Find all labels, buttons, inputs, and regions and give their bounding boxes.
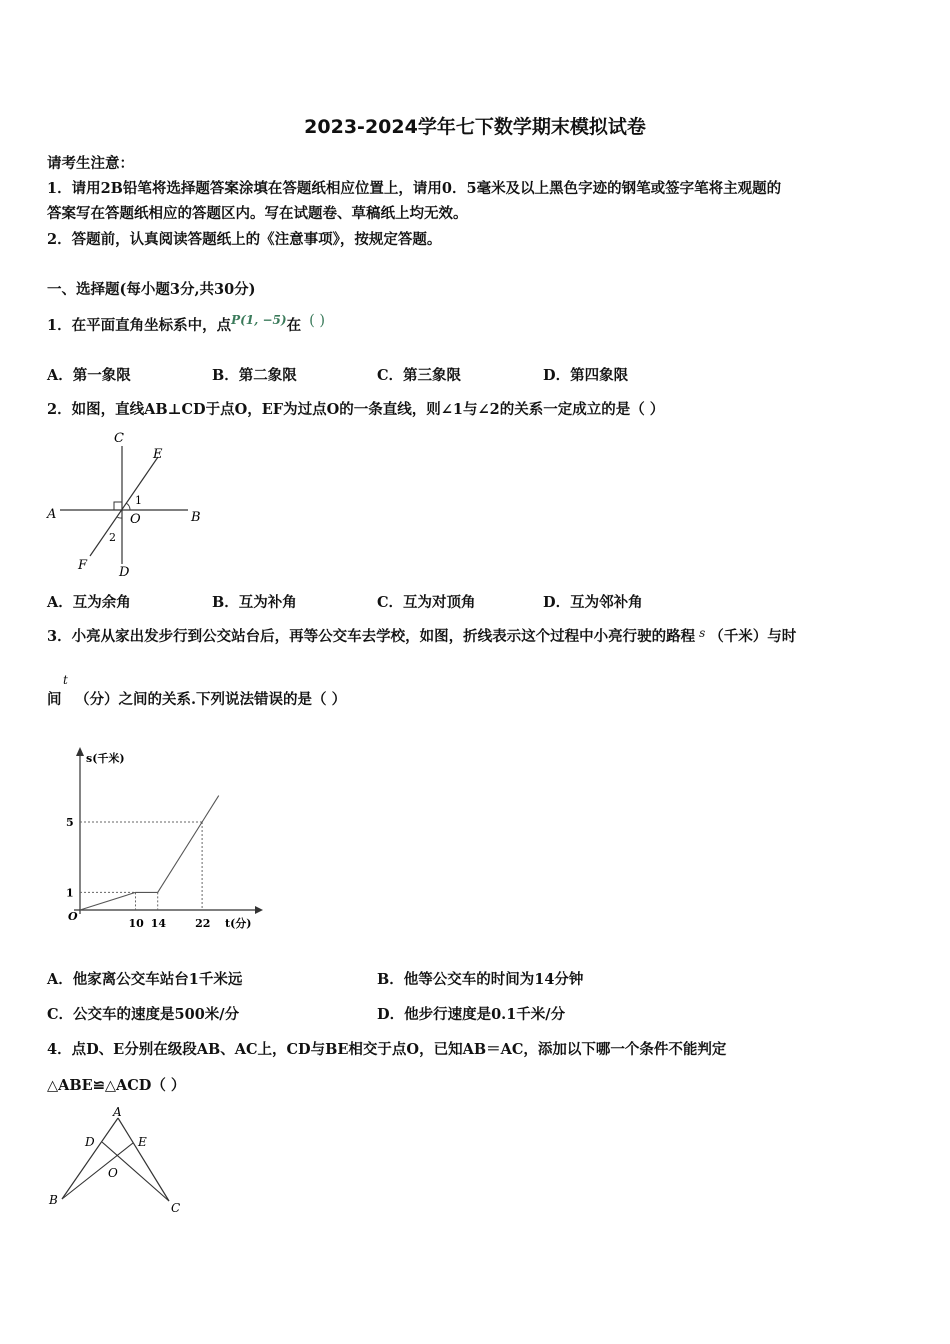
y-tick-label-5: 5 [66,816,74,829]
label-c: C [114,431,124,446]
x-tick-label-14: 14 [150,917,167,930]
label-d: D [119,565,130,580]
q3-var-s: s [699,626,706,640]
label-b: B [49,1193,58,1207]
line-ef [90,457,158,556]
segment-ac [118,1118,169,1201]
q3-option-a[interactable]: A．他家离公交车站台1千米远 [47,971,243,988]
label-o: O [108,1166,118,1180]
q1-option-d[interactable]: D．第四象限 [543,367,629,384]
angle-2-arc [117,517,122,518]
x-axis-arrow [255,906,263,914]
y-tick-label-1: 1 [66,886,74,900]
chart-plot-area [66,747,263,930]
label-b: B [191,510,201,525]
label-e: E [153,447,163,462]
q2-option-a[interactable]: A．互为余角 [47,594,131,611]
right-angle-mark [114,502,122,510]
label-d: D [85,1135,95,1149]
q2-figure [40,424,220,584]
q1-point: P(1, −5) [231,313,287,327]
segment-be [62,1143,133,1199]
label-angle-1: 1 [135,494,142,507]
q3-stem-a: 3．小亮从家出发步行到公交站台后，再等公交车去学校，如图，折线表示这个过程中小亮行驶的路程 [47,628,696,645]
series-segment-4 [202,796,219,822]
q3-option-c[interactable]: C．公交车的速度是500米/分 [47,1006,240,1023]
q1-option-c[interactable]: C．第三象限 [377,367,462,384]
series-segment-1 [80,892,136,910]
x-axis-label: t(分) [225,917,252,930]
notice-line-1a: 1．请用2B铅笔将选择题答案涂填在答题纸相应位置上，请用0．5毫米及以上黑色字迹的钢笔或签字笔将主观题的 [47,180,782,197]
q1-after: 在 [286,317,302,334]
q3-option-b[interactable]: B．他等公交车的时间为14分钟 [377,971,584,988]
x-tick-label-10: 10 [128,917,144,930]
q3-stem-b2: （分）之间的关系.下列说法错误的是（ ） [75,691,347,708]
q3-stem-line-1 [47,625,796,646]
q2-option-b[interactable]: B．互为补角 [212,594,297,611]
q2-option-c[interactable]: C．互为对顶角 [377,594,476,611]
page-title: 2023-2024学年七下数学期末模拟试卷 [304,116,646,138]
origin-label: O [68,910,78,923]
q1-stem [47,314,325,335]
notice-heading: 请考生注意： [47,155,134,172]
angle-1-arc [126,503,130,510]
label-e: E [138,1135,147,1149]
q1-option-a[interactable]: A．第一象限 [47,367,131,384]
q2-option-d[interactable]: D．互为邻补角 [543,594,643,611]
q4-stem-b: △ABE≌△ACD（ ） [47,1077,186,1094]
section-heading: 一、选择题(每小题3分,共30分) [47,281,256,298]
q1-paren: ( ) [309,313,326,329]
label-angle-2: 2 [109,531,116,544]
label-a: A [47,507,57,522]
q3-stem-a2: （千米）与时 [709,628,797,645]
y-axis-arrow [76,747,84,756]
notice-line-1b: 答案写在答题纸相应的答题区内。写在试题卷、草稿纸上均无效。 [47,205,468,222]
q4-stem-a: 4．点D、E分别在级段AB、AC上，CD与BE相交于点O，已知AB＝AC，添加以下哪一个条件不能判定 [47,1041,727,1058]
q1-stem-text: 1．在平面直角坐标系中，点 [47,317,232,334]
label-o: O [130,512,141,527]
q3-stem-b1: 间 [47,691,62,708]
series-segment-3 [158,822,202,892]
label-c: C [171,1201,181,1215]
q4-figure [40,1100,200,1220]
q3-var-t: t [63,673,68,687]
q3-option-d[interactable]: D．他步行速度是0.1千米/分 [377,1006,566,1023]
label-a: A [113,1105,122,1119]
y-axis-label: s(千米) [86,752,125,765]
notice-line-2: 2．答题前，认真阅读答题纸上的《注意事项》，按规定答题。 [47,231,442,248]
label-f: F [78,558,88,573]
segment-ab [62,1118,118,1199]
q3-chart [50,740,270,940]
x-tick-label-22: 22 [195,917,211,930]
q1-option-b[interactable]: B．第二象限 [212,367,297,384]
q2-stem: 2．如图，直线AB⊥CD于点O，EF为过点O的一条直线，则∠1与∠2的关系一定成立的是（ ） [47,401,665,418]
